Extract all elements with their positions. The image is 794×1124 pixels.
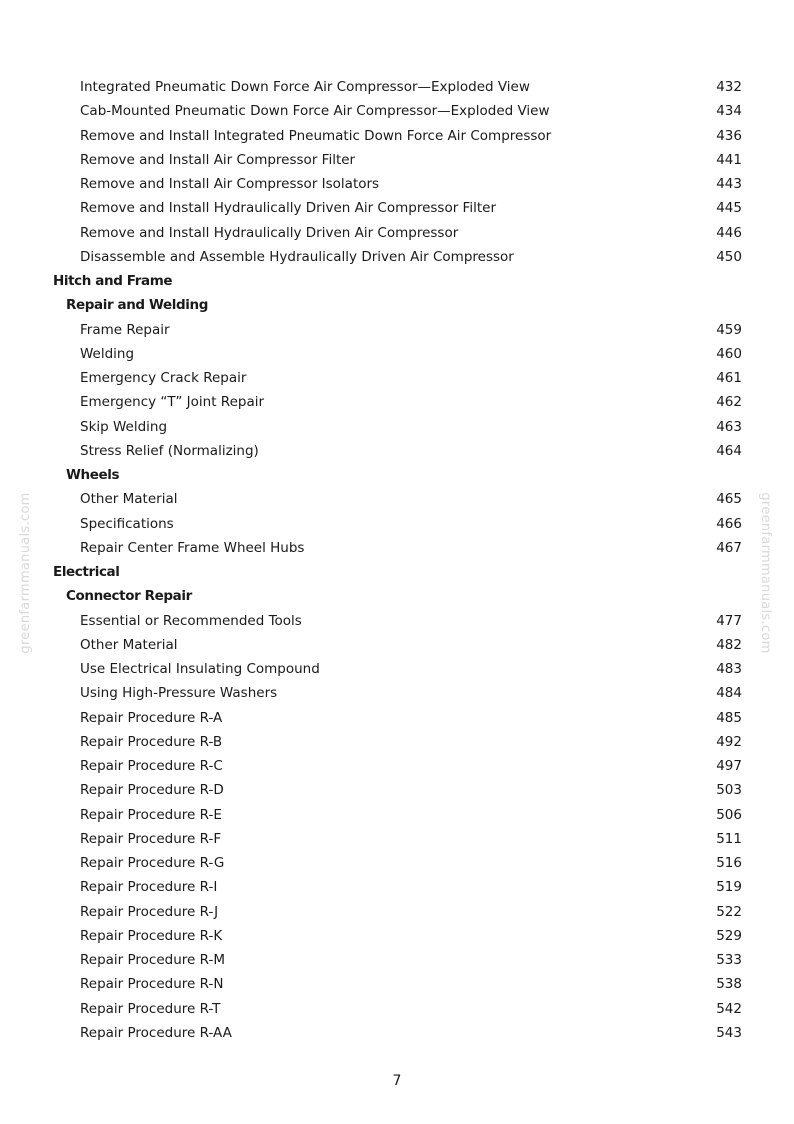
- toc-entry[interactable]: [0, 124, 794, 148]
- toc-entry[interactable]: [0, 342, 794, 366]
- toc-entry-title: Repair Procedure R-N: [80, 976, 224, 993]
- toc-entry[interactable]: [0, 221, 794, 245]
- toc-entry[interactable]: [0, 657, 794, 681]
- toc-entry[interactable]: [0, 415, 794, 439]
- toc-entry-title: Frame Repair: [80, 321, 170, 338]
- toc-entry-page: 460: [716, 345, 742, 362]
- toc-entry-page: 482: [716, 636, 742, 653]
- toc-entry-page: 466: [716, 515, 742, 532]
- toc-entry-page: 450: [716, 248, 742, 265]
- toc-entry-title: Other Material: [80, 636, 178, 653]
- toc-entry-title: Repair Center Frame Wheel Hubs: [80, 539, 305, 556]
- toc-entry[interactable]: [0, 997, 794, 1021]
- toc-entry-title: Repair Procedure R-J: [80, 903, 219, 920]
- toc-entry-page: 511: [716, 830, 742, 847]
- toc-entry-title: Skip Welding: [80, 418, 168, 435]
- toc-entry[interactable]: [0, 318, 794, 342]
- toc-entry-title: Connector Repair: [66, 588, 192, 605]
- toc-entry[interactable]: [0, 924, 794, 948]
- toc-entry-page: 506: [716, 806, 742, 823]
- toc-entry-title: Wheels: [66, 467, 120, 483]
- toc-entry[interactable]: [0, 875, 794, 899]
- toc-entry[interactable]: [0, 172, 794, 196]
- toc-entry-title: Remove and Install Integrated Pneumatic Down Force Air Compressor: [80, 127, 552, 144]
- toc-entry-title: Repair and Welding: [66, 297, 208, 314]
- toc-entry-title: Repair Procedure R-B: [80, 733, 223, 750]
- toc-entry-page: 436: [716, 127, 742, 144]
- toc-entry-title: Remove and Install Air Compressor Isolators: [80, 176, 380, 192]
- toc-entry-page: 538: [716, 976, 742, 993]
- toc-entry-page: 485: [716, 709, 742, 726]
- watermark-right: greenfarmmanuals.com: [758, 492, 773, 654]
- toc-entry-title: Welding: [80, 345, 135, 362]
- toc-entry-title: Repair Procedure R-D: [80, 782, 224, 799]
- toc-entry-title: Repair Procedure R-I: [80, 879, 218, 896]
- toc-entry-title: Repair Procedure R-AA: [80, 1024, 232, 1041]
- toc-entry[interactable]: [0, 778, 794, 802]
- toc-entry-title: Repair Procedure R-M: [80, 952, 225, 968]
- toc-entry-page: 443: [716, 176, 742, 192]
- toc-entry[interactable]: [0, 487, 794, 511]
- toc-entry[interactable]: [0, 75, 794, 99]
- toc-entry-page: 503: [716, 782, 742, 799]
- toc-entry-page: 465: [716, 491, 742, 508]
- toc-entry-title: Repair Procedure R-C: [80, 758, 223, 774]
- toc-entry-page: 462: [716, 394, 742, 411]
- toc-entry-title: Hitch and Frame: [53, 273, 173, 289]
- toc-entry-page: 516: [716, 855, 742, 871]
- toc-subsection-heading: [0, 463, 794, 487]
- toc-entry[interactable]: [0, 536, 794, 560]
- toc-entry-page: 484: [716, 685, 742, 702]
- page-number: 7: [392, 1073, 402, 1089]
- toc-entry[interactable]: [0, 827, 794, 851]
- toc-entry-title: Essential or Recommended Tools: [80, 612, 302, 629]
- toc-entry-title: Emergency Crack Repair: [80, 370, 247, 386]
- toc-entry-page: 467: [716, 539, 742, 556]
- toc-entry[interactable]: [0, 366, 794, 390]
- toc-entry-page: 446: [716, 224, 742, 241]
- toc-entry-title: Cab-Mounted Pneumatic Down Force Air Compressor—Exploded View: [80, 103, 550, 120]
- toc-entry-page: 492: [716, 733, 742, 750]
- toc-entry-page: 543: [716, 1024, 742, 1041]
- toc-entry-title: Disassemble and Assemble Hydraulically Driven Air Compressor: [80, 248, 514, 265]
- toc-entry-title: Stress Relief (Normalizing): [80, 442, 259, 459]
- toc-entry-page: 483: [716, 661, 742, 677]
- toc-entry-title: Repair Procedure R-E: [80, 806, 222, 823]
- toc-entry-page: 522: [716, 903, 742, 920]
- toc-entry-title: Repair Procedure R-K: [80, 927, 223, 944]
- toc-entry[interactable]: [0, 633, 794, 657]
- toc-entry-page: 497: [716, 758, 742, 774]
- toc-entry-title: Remove and Install Hydraulically Driven Air Compressor: [80, 224, 459, 241]
- toc-entry[interactable]: [0, 609, 794, 633]
- toc-entry-title: Repair Procedure R-T: [80, 1000, 221, 1017]
- toc-entry[interactable]: [0, 512, 794, 536]
- toc-entry-page: 477: [716, 612, 742, 629]
- toc-entry-page: 461: [716, 370, 742, 386]
- toc-entry-page: 533: [716, 952, 742, 968]
- toc-entry[interactable]: [0, 681, 794, 705]
- watermark-left: greenfarmmanuals.com: [18, 492, 33, 654]
- toc-entry[interactable]: [0, 972, 794, 996]
- toc-entry[interactable]: [0, 390, 794, 414]
- toc-entry[interactable]: [0, 196, 794, 220]
- toc-entry-title: Use Electrical Insulating Compound: [80, 661, 320, 677]
- toc-entry-title: Repair Procedure R-A: [80, 709, 223, 726]
- toc-entry[interactable]: [0, 803, 794, 827]
- toc-entry-page: 432: [716, 79, 742, 95]
- toc-subsection-heading: [0, 293, 794, 317]
- toc-entry[interactable]: [0, 1021, 794, 1045]
- toc-entry-page: 445: [716, 200, 742, 217]
- toc-entry-page: 464: [716, 442, 742, 459]
- toc-entry[interactable]: [0, 245, 794, 269]
- toc-entry-title: Specifications: [80, 515, 174, 532]
- toc-entry-page: 441: [716, 151, 742, 168]
- toc-entry[interactable]: [0, 754, 794, 778]
- toc-entry-page: 529: [716, 927, 742, 944]
- toc-entry[interactable]: [0, 706, 794, 730]
- toc-entry[interactable]: [0, 439, 794, 463]
- toc-entry-page: 434: [716, 103, 742, 120]
- toc-entry[interactable]: [0, 851, 794, 875]
- toc-entry-title: Using High-Pressure Washers: [80, 685, 278, 702]
- toc-entry[interactable]: [0, 948, 794, 972]
- toc-entry-title: Integrated Pneumatic Down Force Air Compressor—Exploded View: [80, 79, 530, 95]
- toc-entry[interactable]: [0, 148, 794, 172]
- toc-entry-title: Remove and Install Hydraulically Driven Air Compressor Filter: [80, 200, 496, 217]
- toc-entry[interactable]: [0, 730, 794, 754]
- toc-entry-page: 463: [716, 418, 742, 435]
- toc-entry-title: Remove and Install Air Compressor Filter: [80, 151, 356, 168]
- toc-entry-page: 519: [716, 879, 742, 896]
- toc-entry-title: Other Material: [80, 491, 178, 508]
- toc-subsection-heading: [0, 584, 794, 608]
- table-of-contents: [0, 75, 794, 1045]
- toc-section-heading: [0, 269, 794, 293]
- toc-entry[interactable]: [0, 99, 794, 123]
- toc-entry-page: 459: [716, 321, 742, 338]
- toc-entry-title: Electrical: [53, 564, 120, 580]
- toc-entry[interactable]: [0, 900, 794, 924]
- toc-entry-page: 542: [716, 1000, 742, 1017]
- toc-entry-title: Emergency “T” Joint Repair: [80, 394, 265, 411]
- toc-section-heading: [0, 560, 794, 584]
- toc-entry-title: Repair Procedure R-F: [80, 830, 222, 847]
- toc-entry-title: Repair Procedure R-G: [80, 855, 225, 871]
